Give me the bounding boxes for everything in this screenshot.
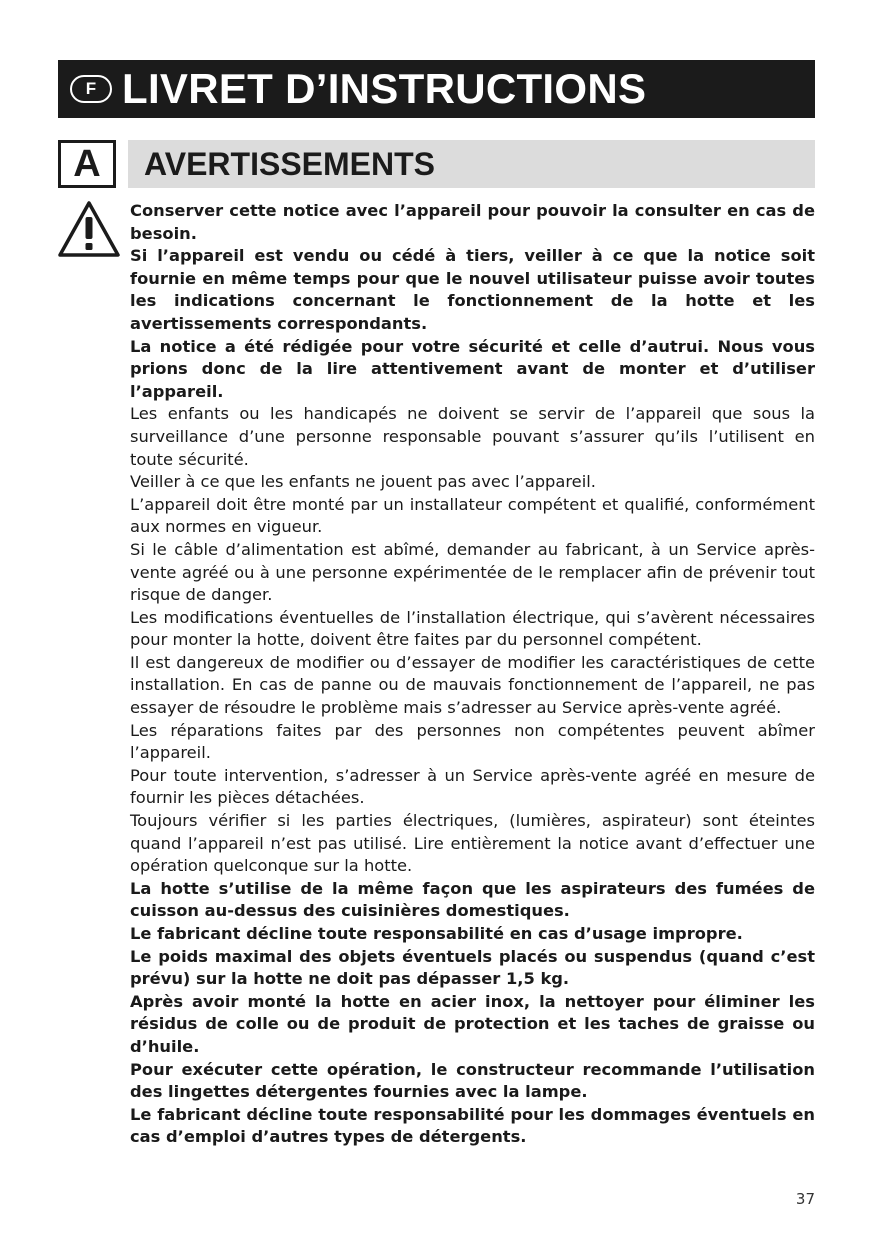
- paragraph: Les réparations faites par des personnes non compétentes peuvent abîmer l’appareil.: [130, 720, 815, 763]
- section-header-bar: [128, 140, 815, 188]
- paragraph: Pour toute intervention, s’adresser à un Service après-vente agréé en mesure de fournir les pièces détachées.: [130, 765, 815, 808]
- paragraph: Le fabricant décline toute responsabilité pour les dommages éventuels en cas d’emploi d’autres types de détergents.: [130, 1104, 815, 1147]
- paragraph: Si l’appareil est vendu ou cédé à tiers, veiller à ce que la notice soit fournie en même temps pour que le nouvel utilisateur puisse avoir toutes les indications concernant le fonctionnement de la hotte et les avertissements correspondants.: [130, 246, 815, 333]
- warning-triangle-icon: [57, 200, 121, 258]
- warnings-text: [130, 200, 815, 1149]
- paragraph: Pour exécuter cette opération, le constructeur recommande l’utilisation des lingettes détergentes fournies avec la lampe.: [130, 1059, 815, 1102]
- paragraph: Les enfants ou les handicapés ne doivent se servir de l’appareil que sous la surveillance d’une personne responsable pouvant s’assurer qu’ils l’utilisent en toute sécurité.: [130, 404, 815, 469]
- paragraph: Conserver cette notice avec l’appareil pour pouvoir la consulter en cas de besoin.: [130, 201, 815, 243]
- paragraph: Le fabricant décline toute responsabilité en cas d’usage impropre.: [130, 924, 743, 943]
- paragraph: Après avoir monté la hotte en acier inox, la nettoyer pour éliminer les résidus de colle ou de produit de protection et les taches de graisse ou d’huile.: [130, 991, 815, 1056]
- paragraph: Veiller à ce que les enfants ne jouent pas avec l’appareil.: [130, 472, 596, 492]
- paragraph: Les modifications éventuelles de l’installation électrique, qui s’avèrent nécessaires pour monter la hotte, doivent être faites par du personnel compétent.: [130, 607, 815, 650]
- section-title: AVERTISSEMENTS: [144, 145, 435, 182]
- paragraph: L’appareil doit être monté par un installateur compétent et qualifié, conformément aux normes en vigueur.: [130, 494, 815, 537]
- manual-title: LIVRET D’INSTRUCTIONS: [122, 65, 647, 112]
- paragraph: La hotte s’utilise de la même façon que les aspirateurs des fumées de cuisson au-dessus des cuisinières domestiques.: [130, 878, 815, 921]
- section-letter: A: [58, 140, 116, 188]
- paragraph: Il est dangereux de modifier ou d’essayer de modifier les caractéristiques de cette installation. En cas de panne ou de mauvais fonctionnement de l’appareil, ne pas essayer de résoudre le problème mais s’adresser au Service après-vente agréé.: [130, 652, 815, 718]
- language-badge: F: [70, 75, 112, 103]
- paragraph: La notice a été rédigée pour votre sécurité et celle d’autrui. Nous vous prions donc de la lire attentivement avant de monter et d’utiliser l’appareil.: [130, 336, 815, 401]
- page-number: 37: [795, 1190, 815, 1208]
- paragraph: Toujours vérifier si les parties électriques, (lumières, aspirateur) sont éteintes quand l’appareil n’est pas utilisé. Lire entièrement la notice avant d’effectuer une opération quelconque sur la hotte.: [130, 811, 815, 876]
- manual-header-bar: [58, 60, 815, 118]
- paragraph: Si le câble d’alimentation est abîmé, demander au fabricant, à un Service après-vente agréé ou à une personne expérimentée de le remplacer afin de prévenir tout risque de danger.: [130, 539, 815, 605]
- paragraph: Le poids maximal des objets éventuels placés ou suspendus (quand c’est prévu) sur la hotte ne doit pas dépasser 1,5 kg.: [130, 946, 815, 989]
